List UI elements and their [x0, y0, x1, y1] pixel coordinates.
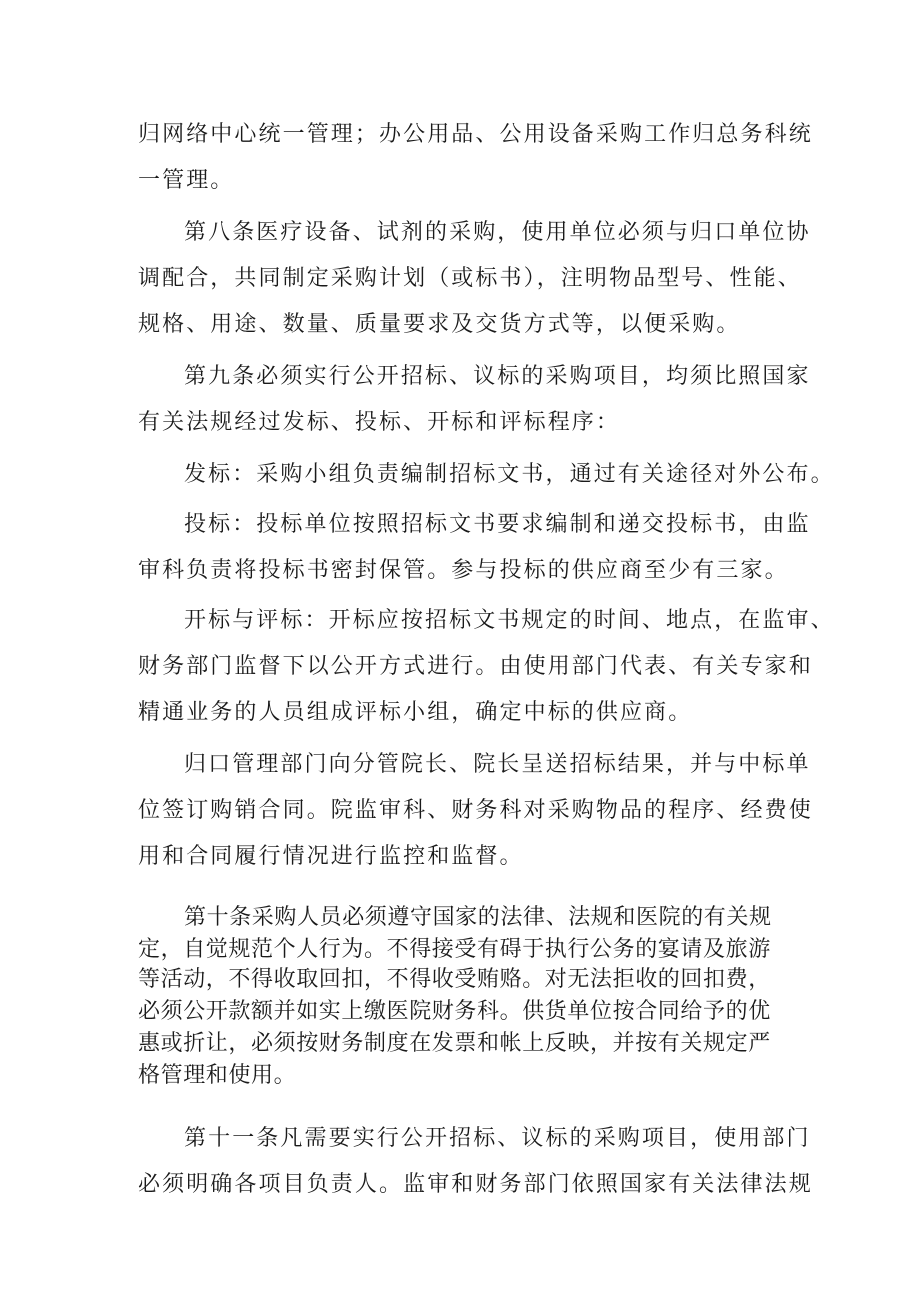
body-text-line: 有关法规经过发标、投标、开标和评标程序：	[138, 410, 621, 435]
body-text-line: 等活动，不得收取回扣，不得收受贿赂。对无法拒收的回扣费，	[138, 967, 771, 992]
body-text-line: 精通业务的人员组成评标小组，确定中标的供应商。	[138, 700, 693, 725]
bid-result-line: 归口管理部门向分管院长、院长呈送招标结果，并与中标单	[184, 752, 811, 777]
body-text-line: 位签订购销合同。院监审科、财务科对采购物品的程序、经费使	[138, 798, 813, 823]
body-text-line: 归网络中心统一管理；办公用品、公用设备采购工作归总务科统	[138, 122, 813, 147]
body-text-line: 用和合同履行情况进行监控和监督。	[138, 844, 524, 869]
body-text-line: 必须公开款额并如实上缴医院财务科。供货单位按合同给予的优	[138, 999, 771, 1024]
bidding-release-line: 发标：采购小组负责编制招标文书，通过有关途径对外公布。	[184, 462, 835, 487]
body-text-line: 调配合，共同制定采购计划（或标书），注明物品型号、性能、	[138, 266, 802, 291]
body-text-line: 必须明确各项目负责人。监审和财务部门依照国家有关法律法规	[138, 1172, 813, 1197]
article-8-line: 第八条医疗设备、试剂的采购，使用单位必须与归口单位协	[184, 220, 811, 245]
body-text-line: 一管理。	[138, 168, 235, 193]
body-text-line: 定，自觉规范个人行为。不得接受有碍于执行公务的宴请及旅游	[138, 937, 771, 962]
article-9-line: 第九条必须实行公开招标、议标的采购项目，均须比照国家	[184, 364, 811, 389]
body-text-line: 审科负责将投标书密封保管。参与投标的供应商至少有三家。	[138, 558, 789, 583]
body-text-line: 规格、用途、数量、质量要求及交货方式等，以便采购。	[138, 312, 741, 337]
article-11-line: 第十一条凡需要实行公开招标、议标的采购项目，使用部门	[184, 1126, 811, 1151]
bid-opening-line: 开标与评标：开标应按招标文书规定的时间、地点，在监审、	[184, 608, 835, 633]
body-text-line: 惠或折让，必须按财务制度在发票和帐上反映，并按有关规定严	[138, 1031, 771, 1056]
article-10-line: 第十条采购人员必须遵守国家的法律、法规和医院的有关规	[184, 905, 772, 930]
bid-submission-line: 投标：投标单位按照招标文书要求编制和递交投标书，由监	[184, 512, 811, 537]
body-text-line: 财务部门监督下以公开方式进行。由使用部门代表、有关专家和	[138, 654, 813, 679]
body-text-line: 格管理和使用。	[138, 1063, 297, 1088]
